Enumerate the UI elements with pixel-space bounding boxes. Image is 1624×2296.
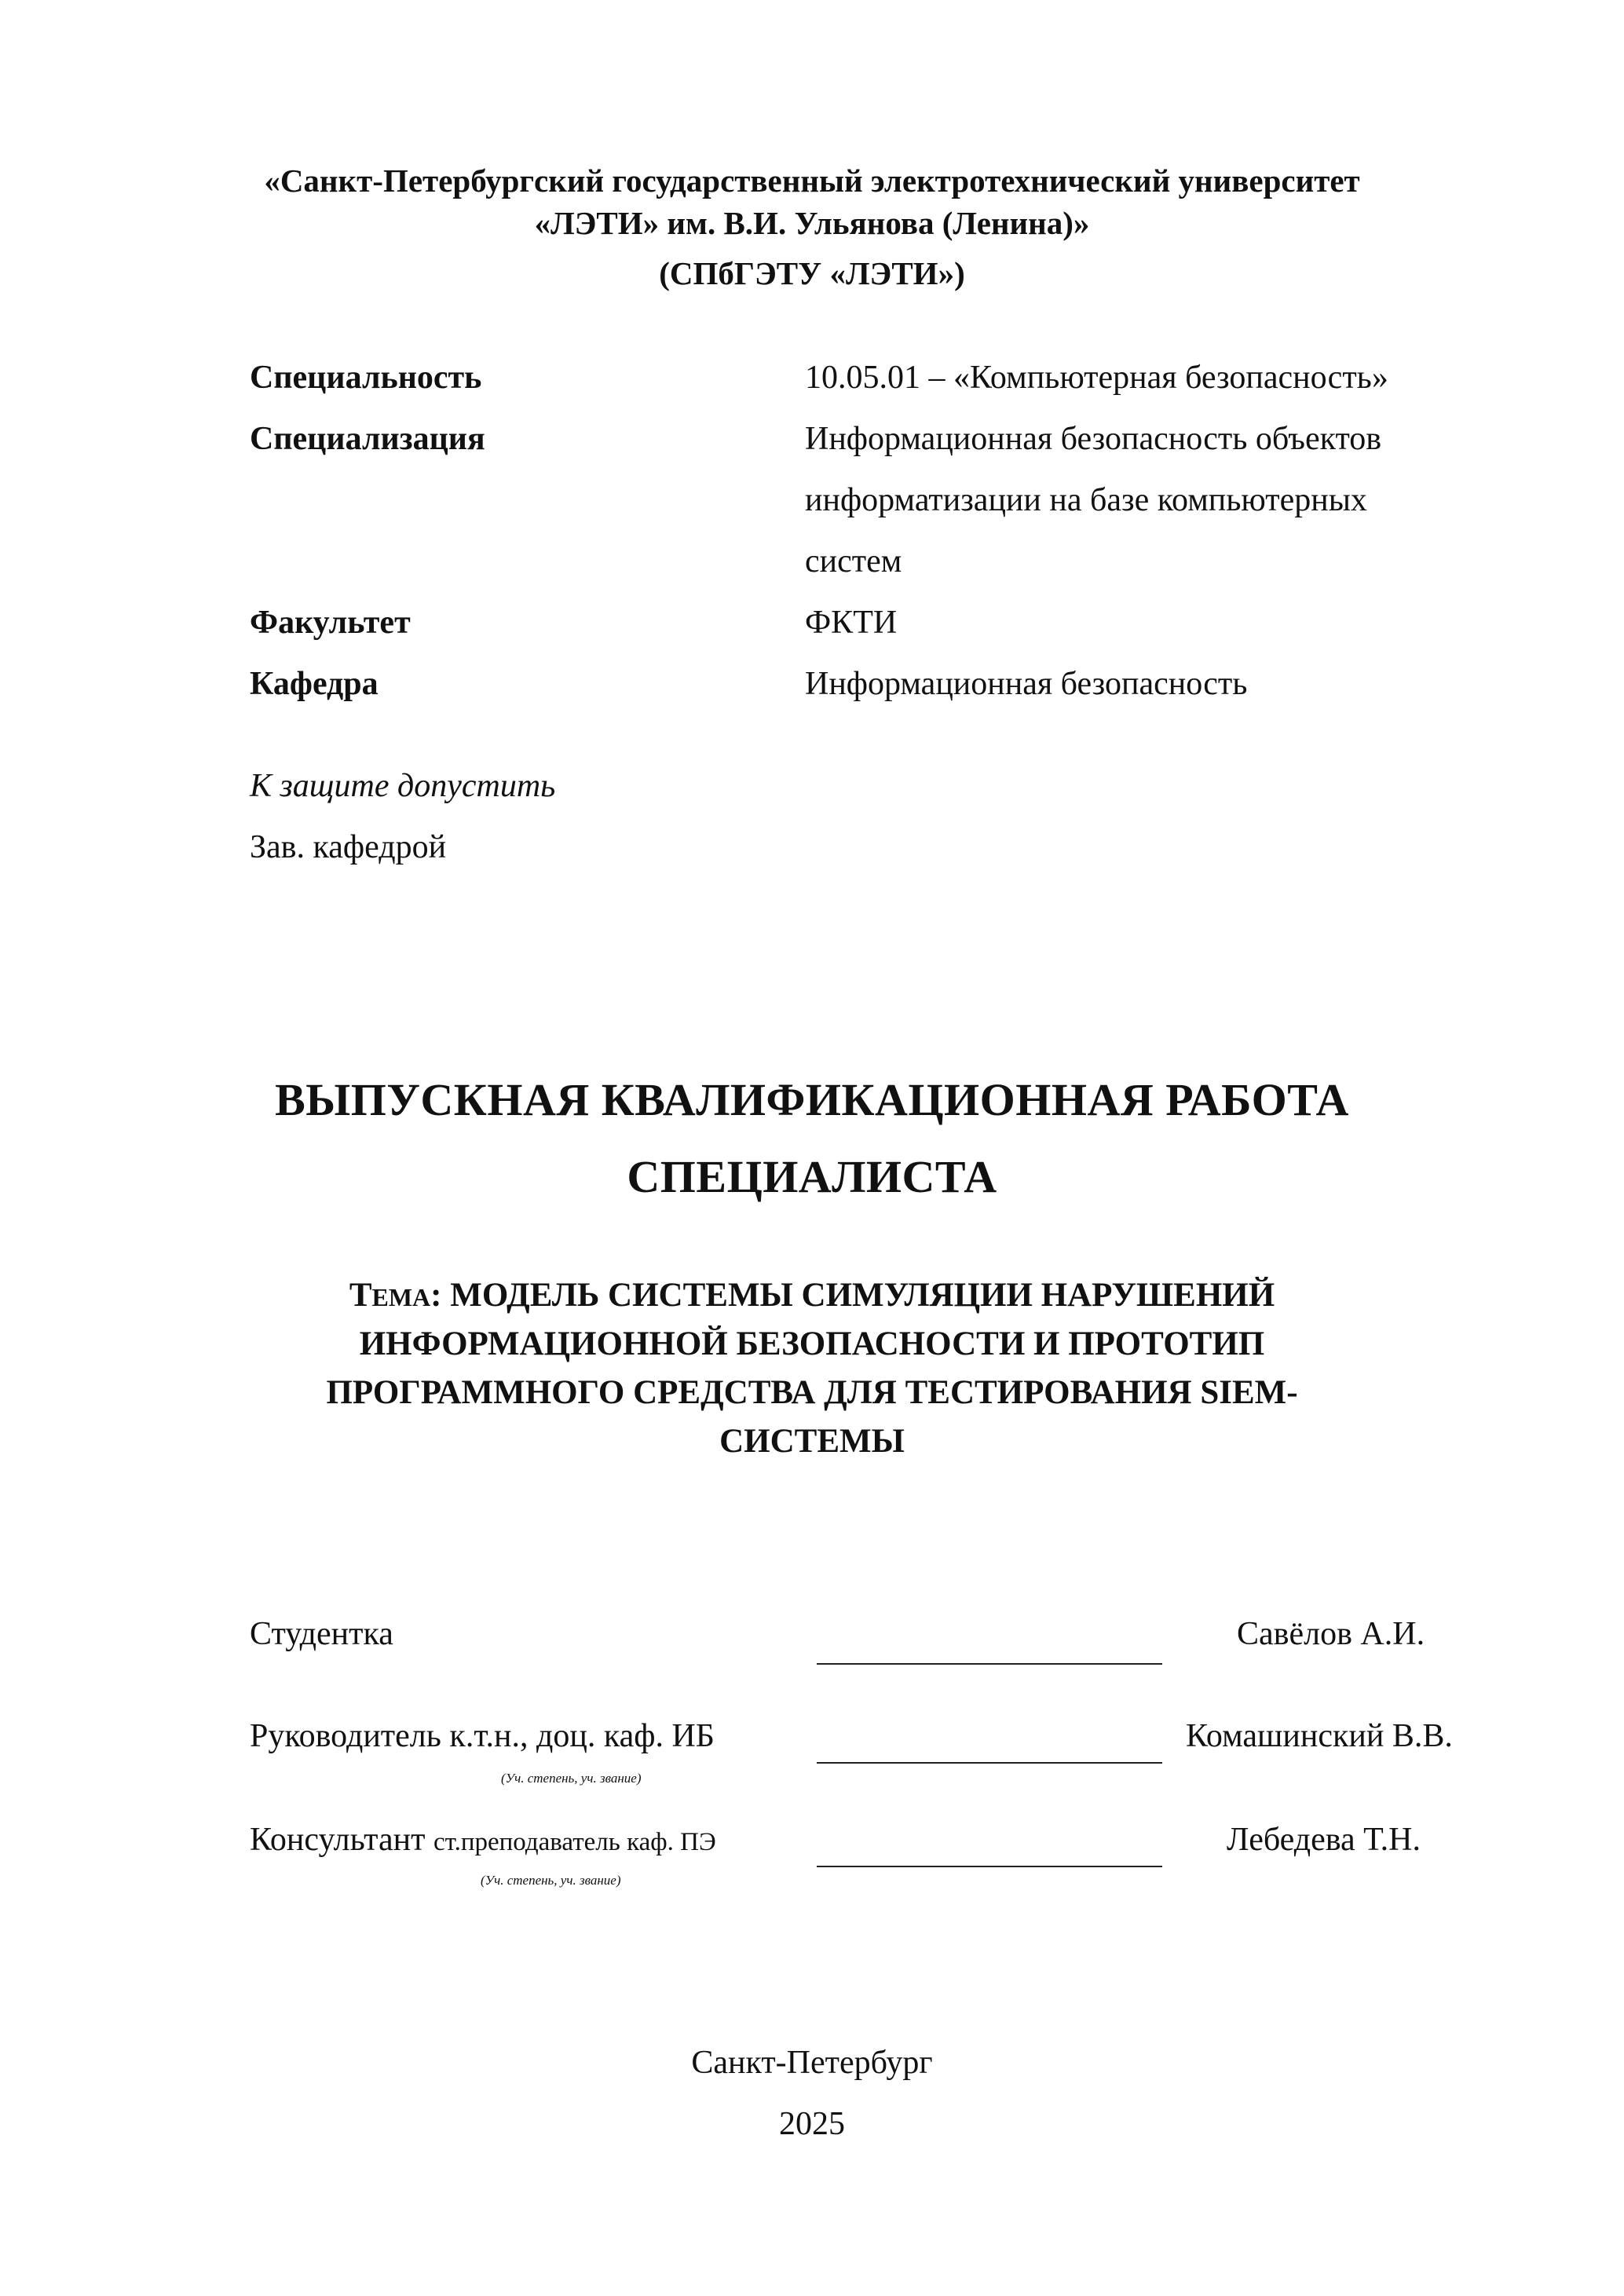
university-name-line-2: «ЛЭТИ» им. В.И. Ульянова (Ленина)» — [534, 205, 1090, 241]
topic-prefix-rest: ЕМА — [371, 1283, 431, 1311]
consultant-role — [250, 1823, 716, 1856]
consultant-position: ст.преподаватель каф. ПЭ — [433, 1828, 716, 1856]
supervisor-role: Руководитель к.т.н., доц. каф. ИБ — [250, 1718, 715, 1754]
student-name: Савёлов А.И. — [1237, 1616, 1425, 1652]
department-value: Информационная безопасность — [805, 666, 1248, 702]
specialty-value: 10.05.01 – «Компьютерная безопасность» — [805, 360, 1388, 396]
admission-note: К защите допустить — [250, 768, 556, 804]
faculty-value: ФКТИ — [805, 605, 898, 641]
supervisor-name: Комашинский В.В. — [1186, 1718, 1453, 1754]
consultant-name: Лебедева Т.Н. — [1227, 1822, 1421, 1858]
faculty-label: Факультет — [250, 605, 411, 641]
supervisor-degree-note: (Уч. степень, уч. звание) — [501, 1771, 642, 1786]
student-role: Студентка — [250, 1616, 393, 1652]
topic-prefix-initial: Т — [349, 1277, 372, 1314]
supervisor-signature-line — [817, 1762, 1162, 1764]
topic-line-3: ПРОГРАММНОГО СРЕДСТВА ДЛЯ ТЕСТИРОВАНИЯ SIEM- — [326, 1374, 1298, 1411]
document-title-line-1: ВЫПУСКНАЯ КВАЛИФИКАЦИОННАЯ РАБОТА — [275, 1074, 1349, 1125]
consultant-role-label: Консультант — [250, 1822, 426, 1858]
university-abbreviation: (СПбГЭТУ «ЛЭТИ») — [659, 255, 965, 291]
department-label: Кафедра — [250, 666, 379, 702]
topic-line-1 — [0, 1278, 1624, 1312]
document-title-line-2: СПЕЦИАЛИСТА — [627, 1151, 997, 1202]
consultant-degree-note: (Уч. степень, уч. звание) — [481, 1873, 621, 1888]
university-name-line-1: «Санкт-Петербургский государственный электротехнический университет — [264, 163, 1360, 199]
city: Санкт-Петербург — [691, 2045, 933, 2081]
head-of-department-label: Зав. кафедрой — [250, 829, 447, 865]
topic-prefix-colon: : — [430, 1277, 442, 1314]
specialization-value-line-2: информатизации на базе компьютерных — [805, 482, 1367, 518]
specialization-value-line-1: Информационная безопасность объектов — [805, 421, 1382, 457]
specialization-value-line-3: систем — [805, 543, 902, 579]
specialization-label: Специализация — [250, 421, 485, 457]
specialty-label: Специальность — [250, 360, 482, 396]
topic-line-2: ИНФОРМАЦИОННОЙ БЕЗОПАСНОСТИ И ПРОТОТИП — [359, 1325, 1265, 1362]
year: 2025 — [779, 2106, 845, 2142]
consultant-signature-line — [817, 1866, 1162, 1867]
topic-text-line-1: МОДЕЛЬ СИСТЕМЫ СИМУЛЯЦИИ НАРУШЕНИЙ — [441, 1277, 1275, 1314]
student-signature-line — [817, 1663, 1162, 1665]
topic-line-4: СИСТЕМЫ — [719, 1423, 905, 1460]
